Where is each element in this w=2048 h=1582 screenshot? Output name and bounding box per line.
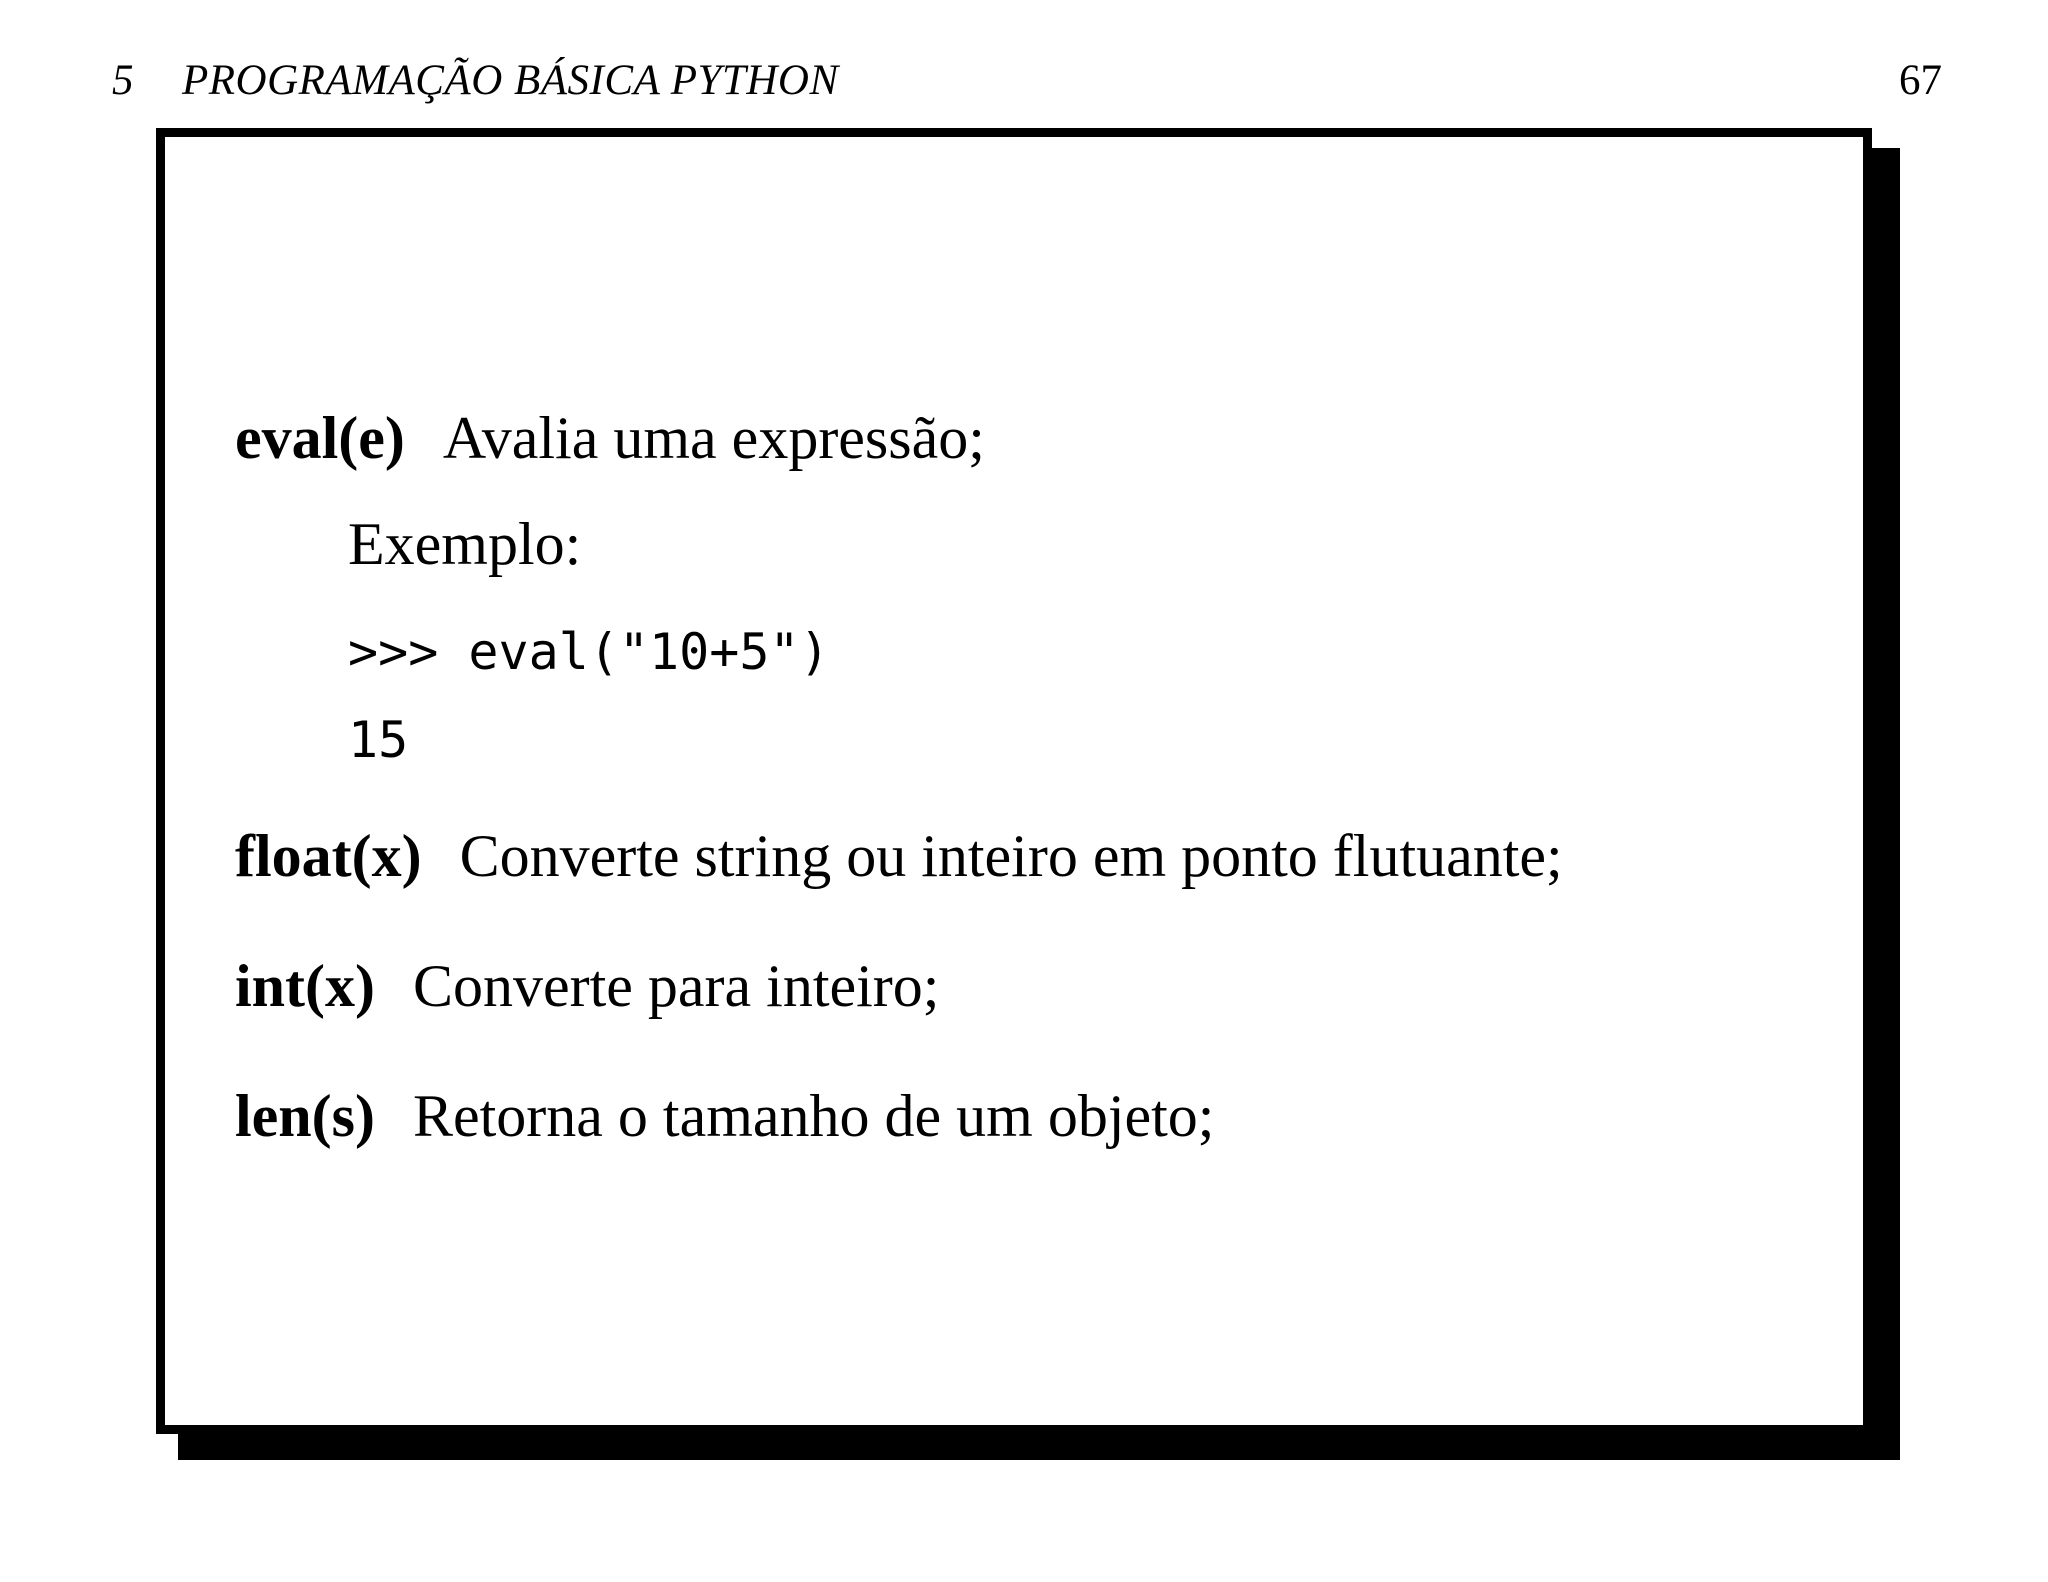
section-title: PROGRAMAÇÃO BÁSICA PYTHON — [182, 57, 839, 104]
definition-term: int(x) — [235, 953, 375, 1019]
code-input-line: >>> eval("10+5") — [348, 623, 830, 681]
definition-list — [235, 402, 1855, 1152]
definition-int — [235, 950, 1855, 1022]
definition-description: Retorna o tamanho de um objeto; — [412, 1083, 1215, 1149]
definition-term: len(s) — [235, 1083, 375, 1149]
running-header — [112, 56, 1942, 106]
definition-term: float(x) — [235, 823, 422, 889]
slide-frame — [156, 128, 1872, 1434]
definition-term: eval(e) — [235, 405, 405, 471]
example-label: Exemplo: — [348, 511, 582, 577]
definition-description: Avalia uma expressão; — [442, 405, 985, 471]
definition-eval — [235, 402, 1855, 474]
page-number: 67 — [1899, 57, 1942, 104]
definition-description: Converte string ou inteiro em ponto flutuante; — [459, 823, 1563, 889]
definition-float — [235, 820, 1855, 892]
code-output-line: 15 — [348, 711, 409, 769]
definition-len — [235, 1080, 1855, 1152]
section-number: 5 — [112, 57, 134, 104]
definition-description: Converte para inteiro; — [412, 953, 940, 1019]
